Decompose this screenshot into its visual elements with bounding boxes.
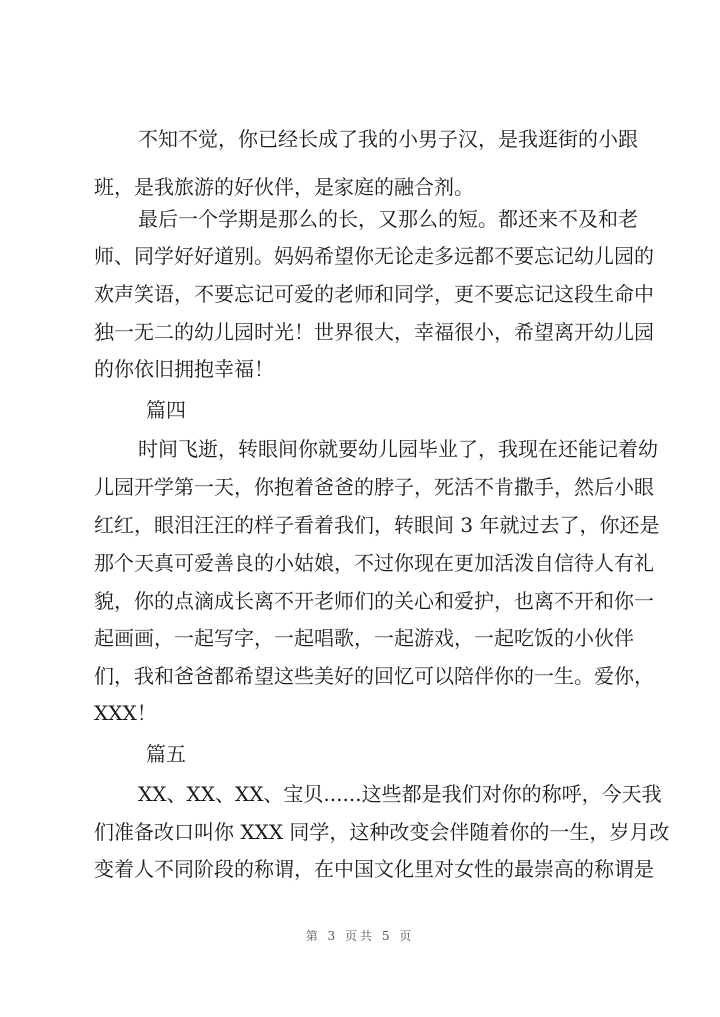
paragraph-line: 儿园开学第一天，你抱着爸爸的脖子，死活不肯撒手，然后小眼 bbox=[94, 475, 654, 499]
paragraph-line: 最后一个学期是那么的长，又那么的短。都还来不及和老 bbox=[138, 207, 638, 231]
paragraph-line: 时间飞逝，转眼间你就要幼儿园毕业了，我现在还能记着幼 bbox=[138, 437, 658, 461]
paragraph-line: 们，我和爸爸都希望这些美好的回忆可以陪伴你的一生。爱你， bbox=[94, 664, 654, 688]
paragraph-line: 们准备改口叫你 XXX 同学，这种改变会伴随着你的一生，岁月改 bbox=[94, 820, 670, 844]
section-heading: 篇五 bbox=[146, 742, 186, 766]
paragraph-line: 的你依旧拥抱幸福！ bbox=[94, 357, 274, 381]
paragraph-line: 那个天真可爱善良的小姑娘，不过你现在更加活泼自信待人有礼 bbox=[94, 551, 654, 575]
paragraph-line: 不知不觉，你已经长成了我的小男子汉，是我逛街的小跟 bbox=[138, 127, 638, 151]
paragraph-line: 起画画，一起写字，一起唱歌，一起游戏，一起吃饭的小伙伴 bbox=[94, 626, 634, 650]
paragraph-line: 师、同学好好道别。妈妈希望你无论走多远都不要忘记幼儿园的 bbox=[94, 244, 654, 268]
paragraph-line: 变着人不同阶段的称谓，在中国文化里对女性的最崇高的称谓是 bbox=[94, 857, 654, 881]
paragraph-line: 欢声笑语，不要忘记可爱的老师和同学，更不要忘记这段生命中 bbox=[94, 282, 654, 306]
paragraph-line: 班，是我旅游的好伙伴，是家庭的融合剂。 bbox=[94, 175, 474, 199]
paragraph-line: 独一无二的幼儿园时光！世界很大，幸福很小，希望离开幼儿园 bbox=[94, 320, 654, 344]
paragraph-line: 红红，眼泪汪汪的样子看着我们，转眼间 3 年就过去了，你还是 bbox=[94, 513, 660, 537]
paragraph-line: XX、XX、XX、宝贝......这些都是我们对你的称呼，今天我 bbox=[138, 782, 662, 806]
page-number-footer: 第 3 页共 5 页 bbox=[305, 929, 415, 943]
paragraph-line: XXX！ bbox=[94, 701, 157, 725]
section-heading: 篇四 bbox=[146, 398, 186, 422]
paragraph-line: 貌，你的点滴成长离不开老师们的关心和爱护，也离不开和你一 bbox=[94, 589, 654, 613]
